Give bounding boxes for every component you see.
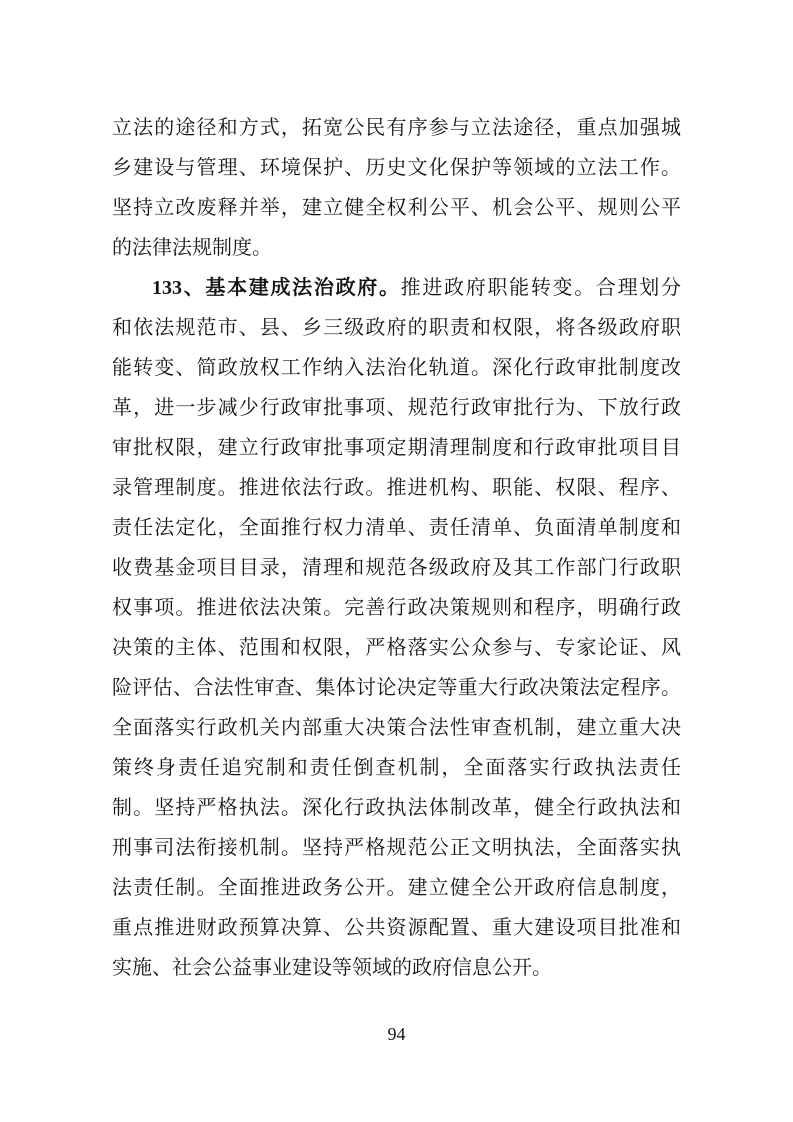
text-line: 革，进一步减少行政审批事项、规范行政审批行为、下放行政 <box>112 397 681 419</box>
text-line: 的法律法规制度。 <box>112 237 272 259</box>
text-line: 坚持立改废释并举，建立健全权利公平、机会公平、规则公平 <box>112 197 681 219</box>
text-line: 收费基金项目目录，清理和规范各级政府及其工作部门行政职 <box>112 557 681 579</box>
paragraph-continuation <box>112 108 681 268</box>
document-body <box>112 108 681 988</box>
text-line: 刑事司法衔接机制。坚持严格规范公正文明执法，全面落实执 <box>112 837 681 859</box>
text-line: 权事项。推进依法决策。完善行政决策规则和程序，明确行政 <box>112 597 681 619</box>
text-line: 能转变、简政放权工作纳入法治化轨道。深化行政审批制度改 <box>112 357 681 379</box>
text-line: 乡建设与管理、环境保护、历史文化保护等领域的立法工作。 <box>112 157 681 179</box>
text-line: 策终身责任追究制和责任倒查机制，全面落实行政执法责任 <box>112 757 681 779</box>
text-line: 重点推进财政预算决算、公共资源配置、重大建设项目批准和 <box>112 917 681 939</box>
text-line: 险评估、合法性审查、集体讨论决定等重大行政决策法定程序。 <box>112 677 681 699</box>
text-line: 审批权限，建立行政审批事项定期清理制度和行政审批项目目 <box>112 437 681 459</box>
text-line: 实施、社会公益事业建设等领域的政府信息公开。 <box>112 957 552 979</box>
text-line: 制。坚持严格执法。深化行政执法体制改革，健全行政执法和 <box>112 797 681 819</box>
text-line: 责任法定化，全面推行权力清单、责任清单、负面清单制度和 <box>112 517 681 539</box>
text-line: 法责任制。全面推进政务公开。建立健全公开政府信息制度， <box>112 877 681 899</box>
text-line: 决策的主体、范围和权限，严格落实公众参与、专家论证、风 <box>112 637 681 659</box>
paragraph-item-133 <box>112 268 681 988</box>
text-line: 全面落实行政机关内部重大决策合法性审查机制，建立重大决 <box>112 717 681 739</box>
page-number: 94 <box>387 1024 406 1044</box>
item-133-heading: 133、基本建成法治政府。 <box>152 277 401 299</box>
item-133-lead-text: 推进政府职能转变。合理划分 <box>400 277 682 299</box>
text-line: 录管理制度。推进依法行政。推进机构、职能、权限、程序、 <box>112 477 681 499</box>
text-line: 立法的途径和方式，拓宽公民有序参与立法途径，重点加强城 <box>112 117 681 139</box>
text-line: 和依法规范市、县、乡三级政府的职责和权限，将各级政府职 <box>112 317 681 339</box>
text-line-lead <box>112 268 681 308</box>
